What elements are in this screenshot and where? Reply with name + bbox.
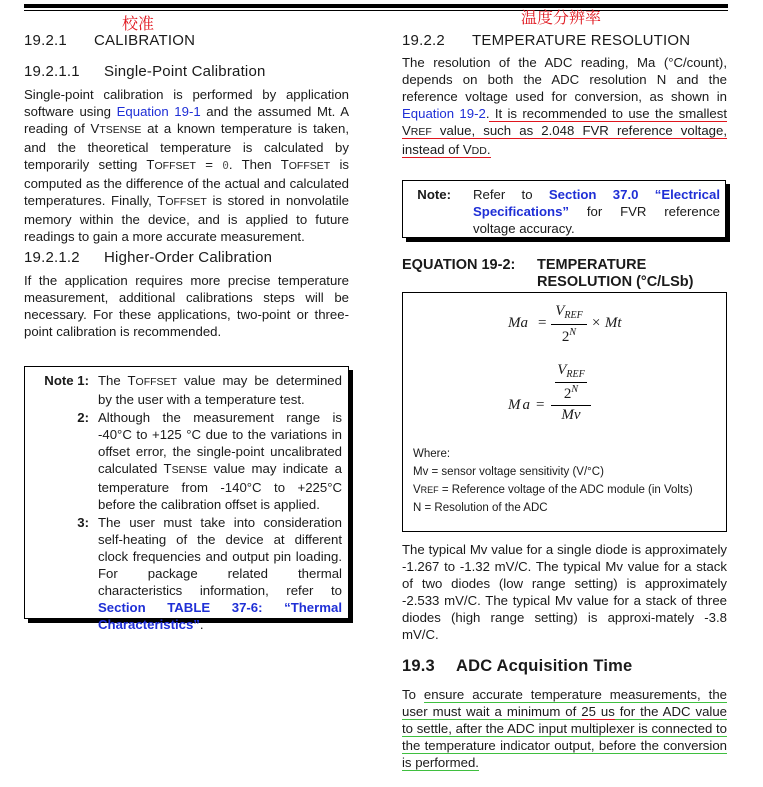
section-number: 19.2.2 [402,32,445,49]
section-heading-19-2-2 [402,32,690,49]
equation-box [402,292,727,532]
section-heading-19-2-1-2 [24,249,272,266]
note-label: 3: [77,515,89,530]
section-number: 19.3 [402,657,435,675]
section-heading-19-2-1-1 [24,63,266,80]
formula2-denominator: Mv [561,407,581,423]
highlight-settle: ensure accurate temperature measurements, the user must wait a minimum of 25 us for the ADC value to settle, after the ADC input multiplexer is connected to the temperature indicator output, before the conversion is performed. [402,687,728,770]
section-heading-19-3 [402,657,632,676]
formula2-lhs: Ma [508,397,532,413]
paragraph-single-point: Single-point calibration is performed by application software using Equation 19-1 and the assumed Mt. A reading of VTSENSE at a known temperature is taken, and the theoretical temperature is calculated by temporarily setting TOFFSET = 0. Then TOFFSET is computed as the difference of the actual and calculated temperatures. Finally, TOFFSET is stored in nonvolatile memory within the device, and is applied to future readings to gain a more accurate measurement. [24,87,350,244]
annotation-resolution: 温度分辨率 [521,8,602,27]
where-label: Where: [413,448,451,460]
thermal-characteristics-link[interactable]: Section TABLE 37-6: “Thermal Characteristics” [98,600,342,632]
note-label: Note 1: [44,373,89,388]
formula2-equals: = [536,397,545,413]
formula2-numerator: $V_{REF}$ [557,362,585,380]
where-vref: VREF = Reference voltage of the ADC module (in Volts) [413,484,693,496]
formula2-inner-denominator: $2^N$ [563,384,579,402]
equation-19-1-link[interactable]: Equation 19-1 [116,104,201,119]
formula1-equals: = [538,315,547,331]
electrical-specifications-link[interactable]: Section 37.0 “Electrical Specifications” [473,187,721,219]
paragraph-typical-mv: The typical Mv value for a single diode is approximately -1.267 to -1.32 mV/C. The typical Mv value for a stack of two diodes (low range setting) is approximately -2.533 mV/C. The typical Mv value for a stack of three diodes (high range setting) is approxi-mately -3.8 mV/C. [402,542,727,642]
section-title: Higher-Order Calibration [104,249,273,266]
note-text: The TOFFSET value may be determined by the user with a temperature test. [98,373,342,407]
formula2-inner-bar [555,382,587,383]
note-label: Note: [417,187,451,202]
formula1-fraction-bar [551,324,587,325]
notes-box [24,366,349,632]
section-number: 19.2.1.1 [24,63,80,80]
formula2-main-bar [551,405,591,406]
equation-title-line2: RESOLUTION (°C/LSb) [537,274,694,290]
formula1-denominator: $2^N$ [561,327,577,345]
paragraph-acquisition-time: To ensure accurate temperature measurements, the user must wait a minimum of 25 us for the ADC value to settle, after the ADC input multiplexer is connected to the temperature indicator output, before the conversion is performed. [402,687,728,770]
section-number: 19.2.1.2 [24,249,80,266]
top-rule [24,4,728,8]
equation-19-2-link[interactable]: Equation 19-2 [402,106,486,121]
note-box-fvr [402,180,726,238]
note-text: Refer to Section 37.0 “Electrical Specifications” for FVR reference voltage accuracy. [473,187,721,236]
formula1-lhs: Ma [508,315,528,331]
note-text: Although the measurement range is -40°C to +125 °C due to the variations in offset error, the single-point uncalibrated calculated TSENSE value may indicate a temperature from -140°C to +225°C before the calibration offset is applied. [98,410,342,512]
formula1-times-mt: × Mt [591,315,622,331]
paragraph-higher-order: If the application requires more precise temperature measurement, additional calibrations steps will be necessary. For these applications, two-point or three-point calibration is recommended. [24,273,349,339]
section-title: TEMPERATURE RESOLUTION [472,32,691,49]
section-number: 19.2.1 [24,32,67,49]
equation-title-line1: TEMPERATURE [537,257,647,273]
paragraph-resolution: The resolution of the ADC reading, Ma (°C/count), depends on both the ADC resolution N and the reference voltage used for conversion, as shown in Equation 19-2. It is recommended to use the smallest VREF value, such as 2.048 FVR reference voltage, instead of VDD. [402,55,727,157]
section-title: ADC Acquisition Time [456,657,633,675]
section-title: CALIBRATION [94,32,196,49]
section-title: Single-Point Calibration [104,63,266,80]
equation-label: EQUATION 19-2: [402,257,516,273]
where-mv: Mv = sensor voltage sensitivity (V/°C) [413,466,604,478]
note-label: 2: [77,410,89,425]
section-heading-19-2-1 [24,32,195,49]
note-text: The user must take into consideration self-heating of the device at different clock frequencies and output pin loading. For package related thermal characteristics information, refer to Section TABLE 37-6: “Thermal Characteristics”. [98,515,342,632]
highlight-25us: 25 us [581,704,615,719]
highlight-recommendation: It is recommended to use the smallest VREF value, such as 2.048 FVR reference voltage, instead of VDD. [402,106,727,157]
where-n: N = Resolution of the ADC [413,502,548,514]
annotation-calibration: 校准 [122,14,155,33]
formula1-numerator: $V_{REF}$ [555,303,583,321]
